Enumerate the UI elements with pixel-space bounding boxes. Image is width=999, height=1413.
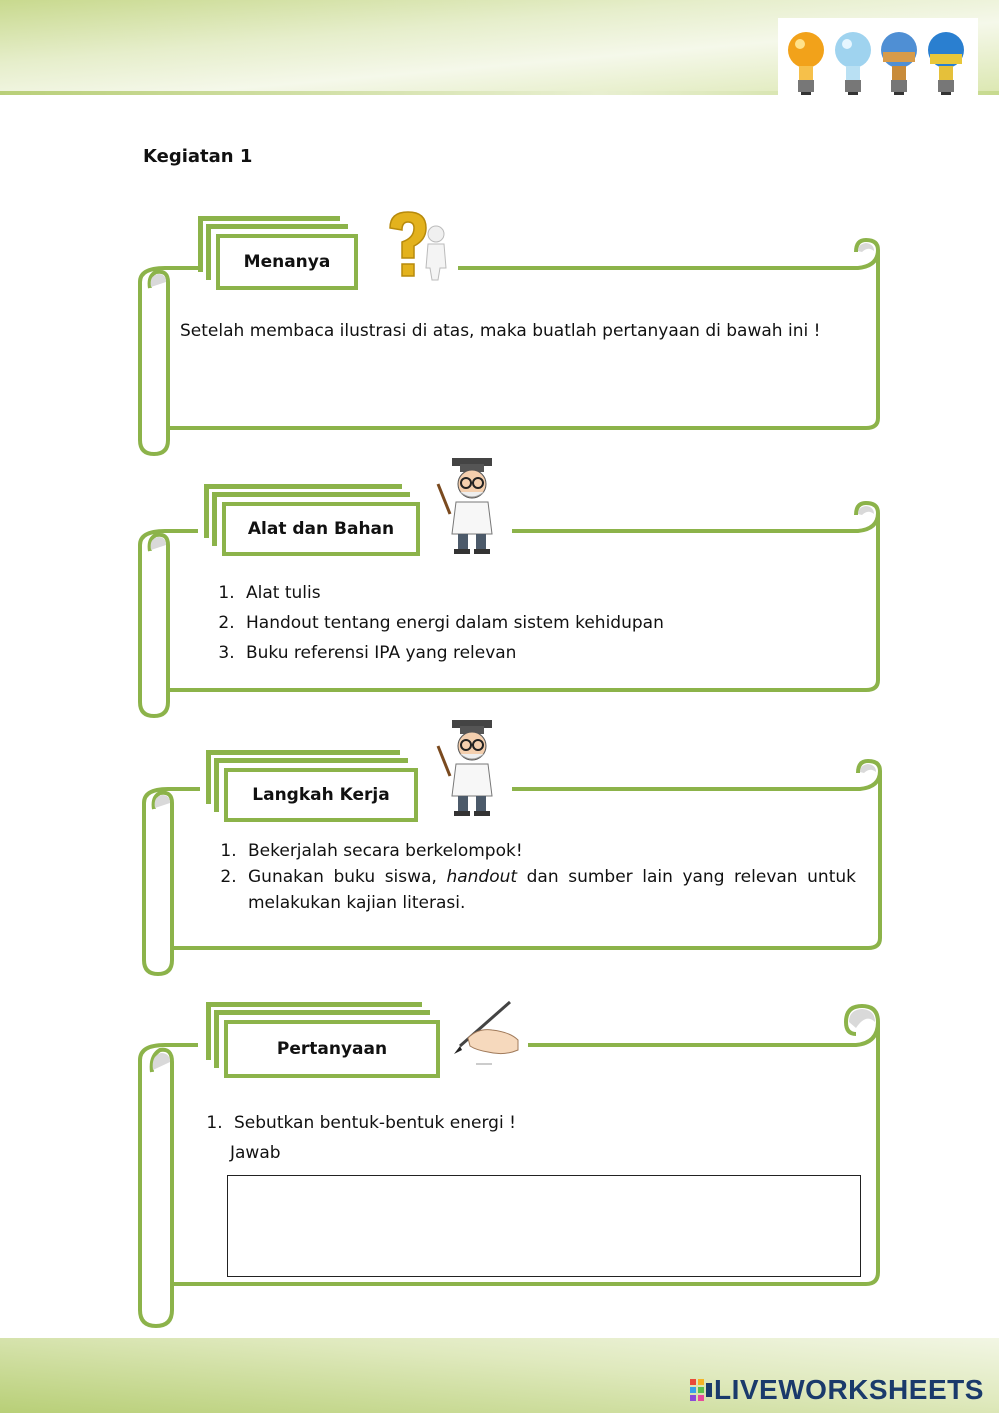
question-item: 1. Sebutkan bentuk-bentuk energi ! bbox=[228, 1108, 858, 1138]
professor-icon bbox=[430, 718, 512, 818]
list-item: 3. Buku referensi IPA yang relevan bbox=[240, 638, 850, 668]
list-item: 2. Handout tentang energi dalam sistem kehidupan bbox=[240, 608, 850, 638]
scroll-left-roll bbox=[140, 268, 168, 454]
answer-input[interactable] bbox=[227, 1175, 861, 1277]
hand-writing-icon bbox=[448, 998, 524, 1070]
pertanyaan-list bbox=[198, 1108, 858, 1168]
question-mark-person-icon bbox=[380, 208, 458, 286]
brand-name: LIVEWORKSHEETS bbox=[714, 1374, 984, 1405]
langkah-kerja-list bbox=[212, 838, 856, 916]
tab-menanya: Menanya bbox=[216, 234, 358, 290]
liveworksheets-logo bbox=[690, 1374, 984, 1406]
list-item: 1. Alat tulis bbox=[240, 578, 850, 608]
tab-pertanyaan: Pertanyaan bbox=[224, 1020, 440, 1078]
alat-bahan-list bbox=[210, 578, 850, 668]
list-item: 2. Gunakan buku siswa, handout dan sumber lain yang relevan untuk melakukan kajian literasi. bbox=[242, 864, 856, 916]
list-item: 1. Bekerjalah secara berkelompok! bbox=[242, 838, 856, 864]
professor-icon bbox=[430, 456, 512, 556]
tab-langkah-kerja: Langkah Kerja bbox=[224, 768, 418, 822]
liveworksheets-mark-icon bbox=[690, 1379, 712, 1401]
answer-label: Jawab bbox=[230, 1143, 281, 1163]
tab-alat-dan-bahan: Alat dan Bahan bbox=[222, 502, 420, 556]
page-title: Kegiatan 1 bbox=[143, 146, 253, 167]
menanya-instruction: Setelah membaca ilustrasi di atas, maka buatlah pertanyaan di bawah ini ! bbox=[180, 321, 821, 341]
